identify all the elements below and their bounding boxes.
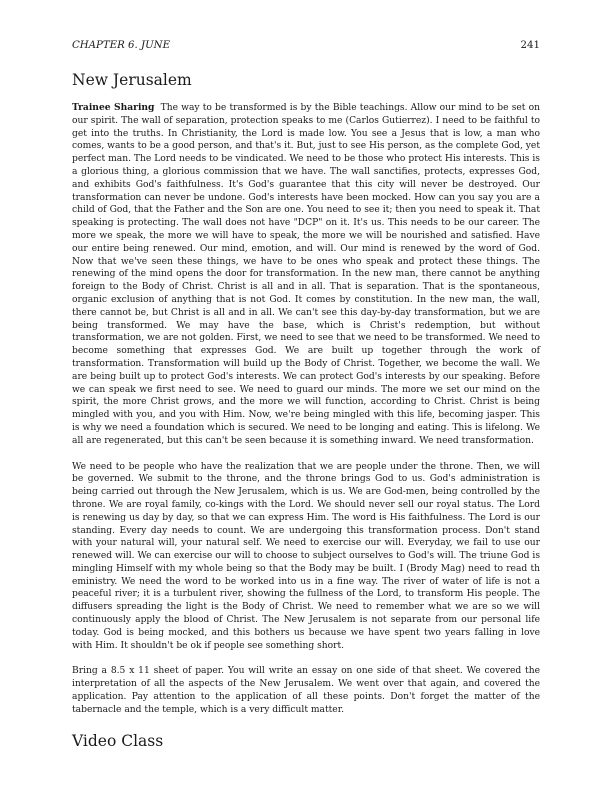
paragraph-lead-label: Trainee Sharing: [72, 102, 155, 113]
chapter-label: CHAPTER 6. JUNE: [72, 40, 171, 51]
paragraph-trainee-sharing: [72, 102, 540, 448]
document-page: [72, 40, 540, 763]
section-title-video-class: Video Class: [72, 731, 164, 750]
paragraph-essay-instructions: Bring a 8.5 x 11 sheet of paper. You will write an essay on one side of that sheet. We covered the interpretation of all the aspects of the New Jerusalem. We went over that again, and covered the application. Pay attention to the application of all these points. Don't forget the matter of the tabernacle and the temple, which is a very difficult matter.: [72, 666, 540, 715]
running-header: [72, 40, 540, 52]
page-number: 241: [520, 40, 540, 51]
paragraph-text: The way to be transformed is by the Bible teachings. Allow our mind to be set on our spirit. The wall of separation, protection speaks to me (Carlos Gutierrez). I need to be faithful to get into the truths. In Christianity, the Lord is made low. You see a Jesus that is low, a man who comes, wants to be a good person, and that's it. But, just to see His person, as the complete God, yet perfect man. The Lord needs to be vindicated. We need to be those who protect His interests. This is a glorious thing, a glorious commission that we have. The wall sanctifies, protects, expresses God, and exhibits God's faithfulness. It's God's guarantee that this city will never be destroyed. Our transformation can never be undone. God's interests have been mocked. How can you say you are a child of God, that the Father and the Son are one. You need to see it; then you need to speak it. That speaking is protecting. The wall does not have "DCP" on it. It's us. This needs to be our career. The more we speak, the more we will have to speak, the more we will be nourished and satisfied. Have our entire being renewed. Our mind, emotion, and will. Our mind is renewed by the word of God. Now that we've seen these things, we have to be ones who speak and protect these things. The renewing of the mind opens the door for transformation. In the new man, there cannot be anything foreign to the Body of Christ. Christ is all and in all. That is separation. That is the spontaneous, organic exclusion of anything that is not God. It comes by constitution. In the new man, the wall, there cannot be, but Christ is all and in all. We can't see this day-by-day transformation, but we are being transformed. We may have the base, which is Christ's redemption, but without transformation, we are not golden. First, we need to see that we need to be transformed. We need to become something that expresses God. We are built up together through the work of transformation. Transformation will build up the Body of Christ. Together, we become the wall. We are being built up to protect God's interests. We can protect God's interests by our speaking. Before we can speak we first need to see. We need to guard our minds. The more we set our mind on the spirit, the more Christ grows, and the more we will function, according to Christ. Christ is being mingled with you, and you with Him. Now, we're being mingled with this life, becoming jasper. This is why we need a foundation which is secured. We need to be longing and eating. This is lifelong. We all are regenerated, but this can't be seen because it is something inward. We need transformation.: [72, 103, 540, 446]
paragraph-throne: We need to be people who have the realization that we are people under the throne. Then, we will be governed. We submit to the throne, and the throne brings God to us. God's administration is being carried out through the New Jerusalem, which is us. We are God-men, being controlled by the throne. We are royal family, co-kings with the Lord. We should never sell our royal status. The Lord is renewing us day by day, so that we can express Him. The word is His faithfulness. The Lord is our standing. Every day needs to count. We are undergoing this transformation process. Don't stand with your natural will, your natural self. We need to exercise our will. Everyday, we fail to use our renewed will. We can exercise our will to choose to subject ourselves to God's will. The triune God is mingling Himself with my whole being so that the Body may be built. I (Brody Mag) need to read th eministry. We need the word to be worked into us in a fine way. The river of water of life is not a peaceful river; it is a turbulent river, showing the fullness of the Lord, to transform His people. The diffusers spreading the light is the Body of Christ. We need to remember what we are so we will continuously apply the blood of Christ. The New Jerusalem is not separate from our personal life today. God is being mocked, and this bothers us because we have spent two years falling in love with Him. It shouldn't be ok if people see something short.: [72, 461, 540, 651]
section-title-new-jerusalem: New Jerusalem: [72, 71, 192, 89]
